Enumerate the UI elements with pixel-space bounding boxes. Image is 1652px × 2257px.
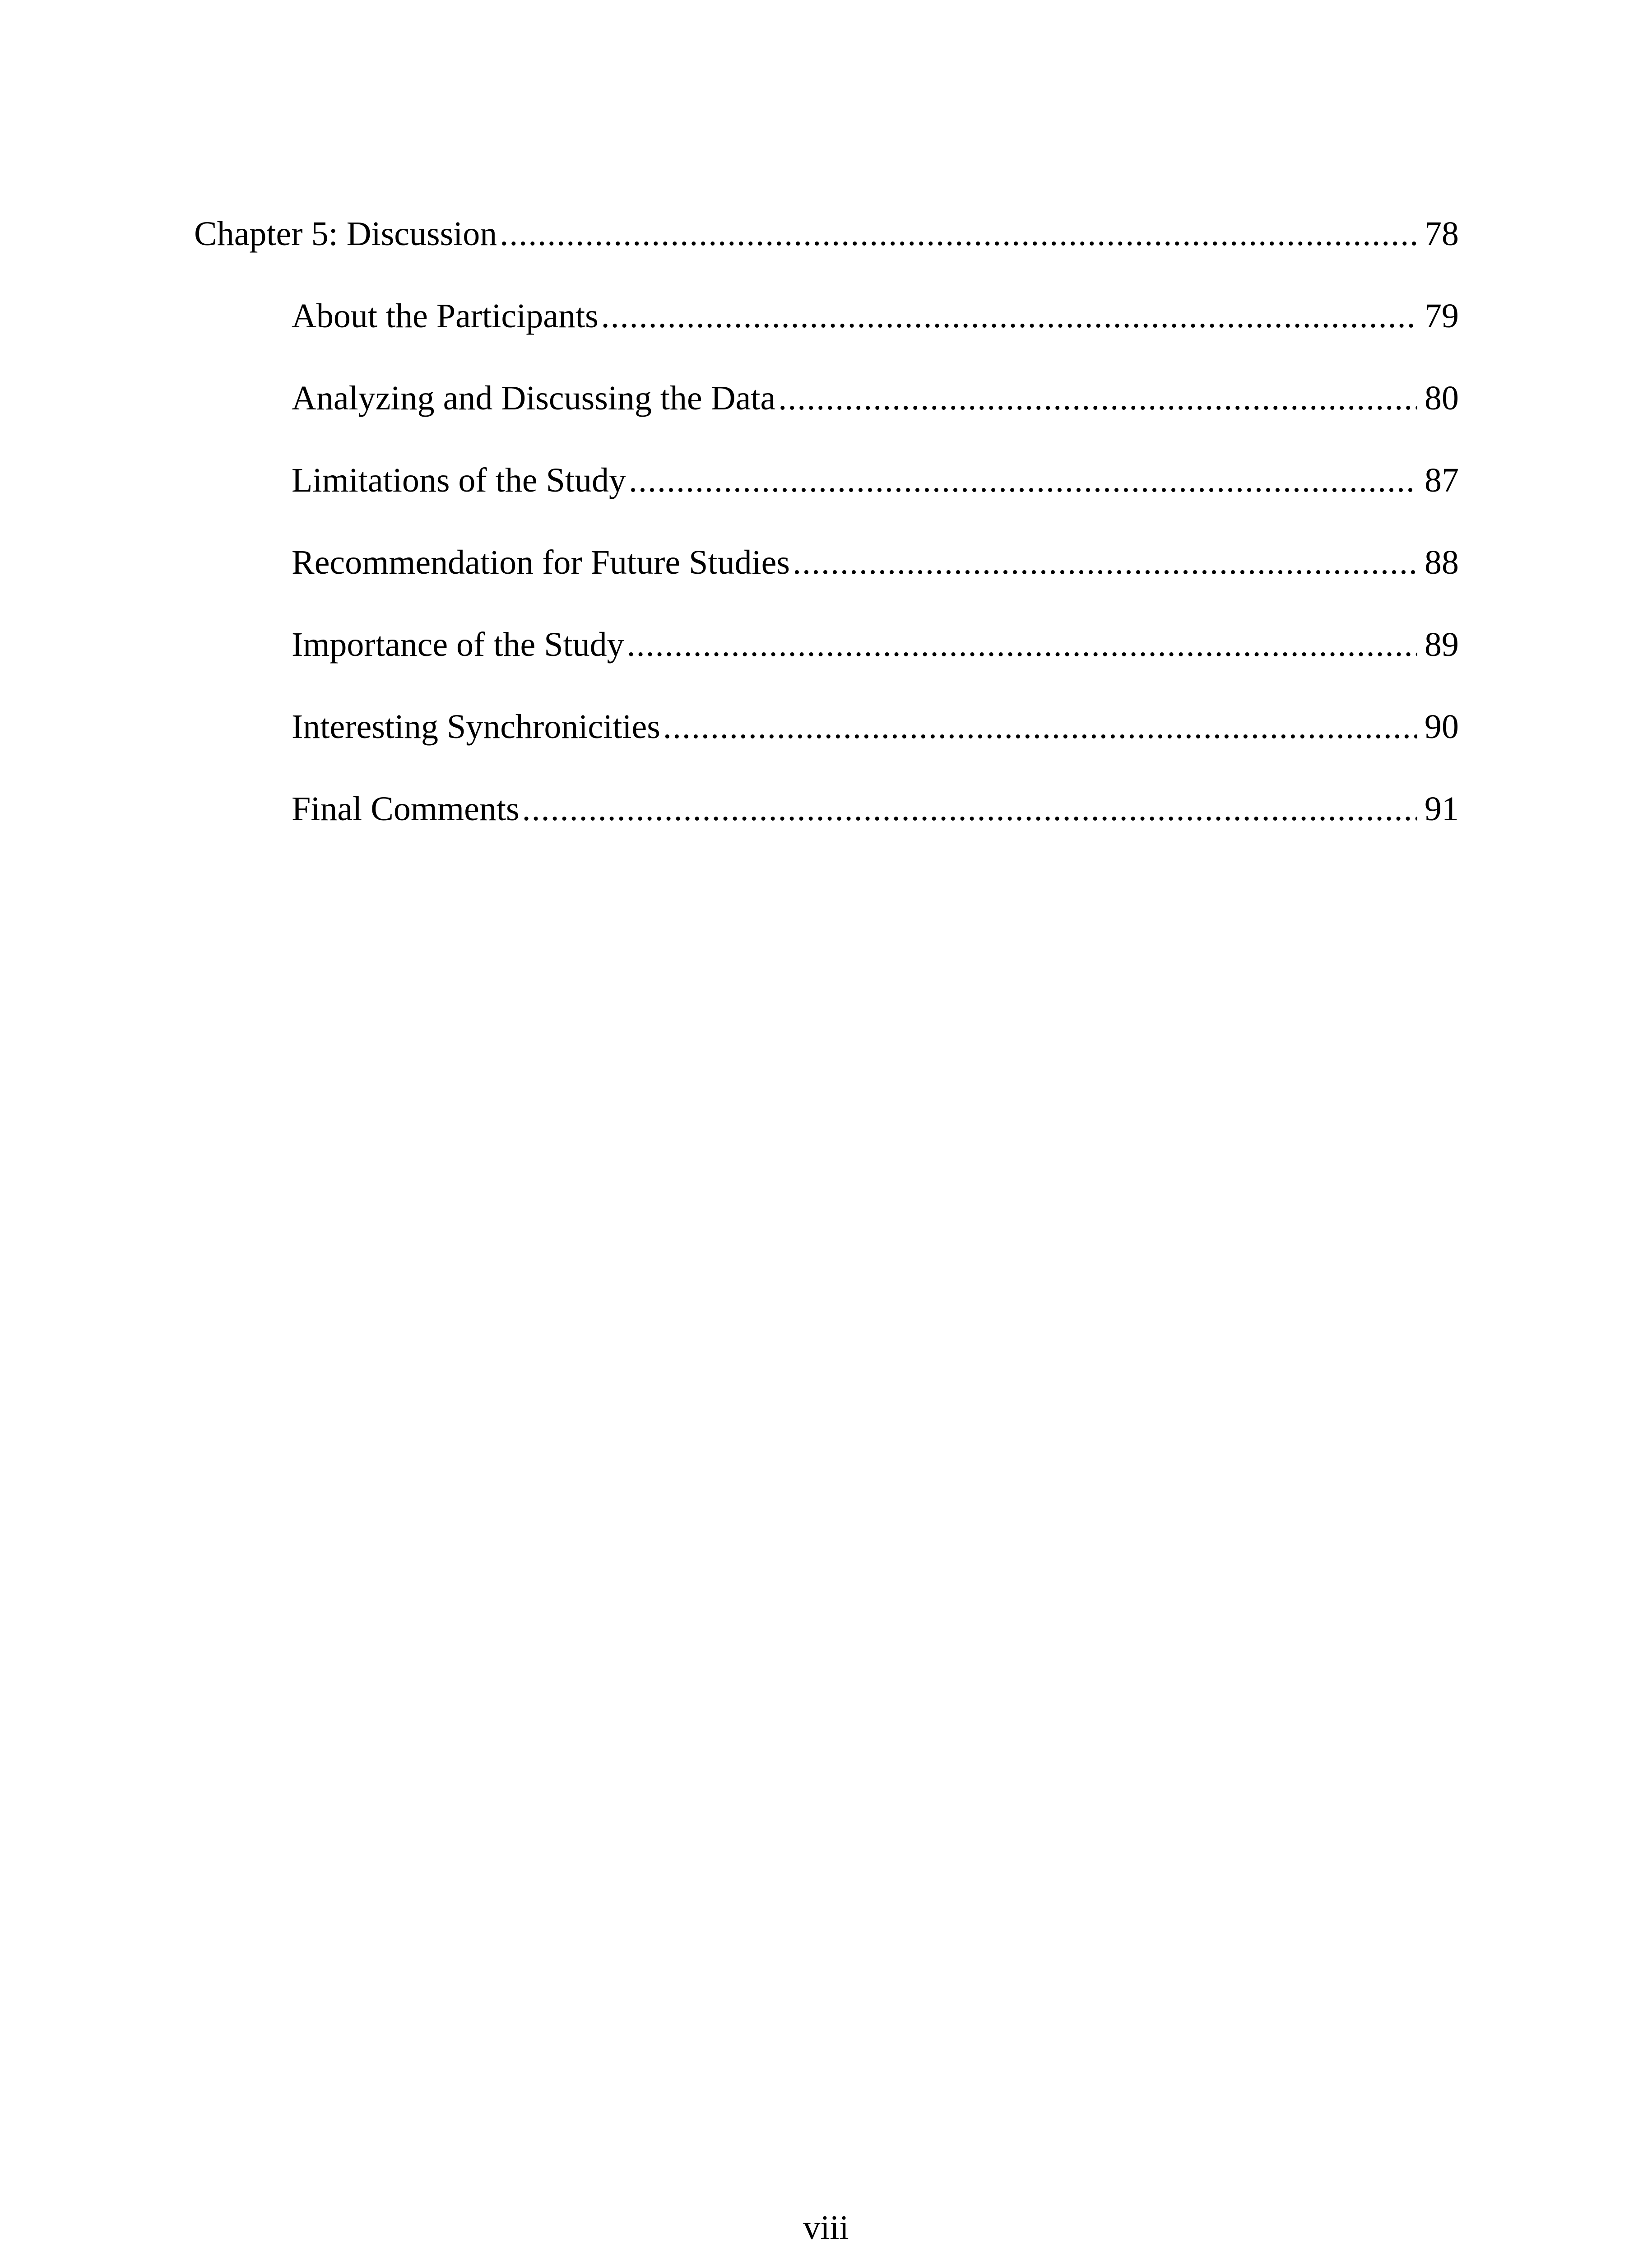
- toc-entry-title: About the Participants: [292, 297, 599, 335]
- toc-entry-page: 87: [1425, 461, 1459, 499]
- toc-entry-title: Interesting Synchronicities: [292, 708, 660, 746]
- toc-entry-title: Analyzing and Discussing the Data: [292, 379, 776, 417]
- toc-entry-page: 89: [1425, 626, 1459, 664]
- toc-entry-page: 80: [1425, 379, 1459, 417]
- page-number: viii: [803, 2209, 849, 2247]
- toc-entry-limitations-of-the-study: [292, 455, 1459, 505]
- toc-entry-title: Chapter 5: Discussion: [194, 215, 497, 253]
- dot-leader: [500, 209, 1417, 259]
- toc-entry-importance-of-the-study: [292, 620, 1459, 669]
- dot-leader: [663, 702, 1417, 752]
- dot-leader: [778, 373, 1417, 423]
- toc-entry-about-the-participants: [292, 291, 1459, 341]
- toc-entry-page: 90: [1425, 708, 1459, 746]
- dot-leader: [629, 455, 1417, 505]
- toc-entry-title: Importance of the Study: [292, 626, 624, 664]
- toc-entry-analyzing-and-discussing-the-data: [292, 373, 1459, 423]
- toc-entry-page: 88: [1425, 543, 1459, 581]
- toc-entry-final-comments: [292, 784, 1459, 834]
- toc-entry-title: Final Comments: [292, 790, 520, 828]
- toc-entry-page: 91: [1425, 790, 1459, 828]
- toc-entry-title: Limitations of the Study: [292, 461, 626, 499]
- toc-entry-page: 78: [1425, 215, 1459, 253]
- toc-entry-title: Recommendation for Future Studies: [292, 543, 790, 581]
- toc-entry-page: 79: [1425, 297, 1459, 335]
- toc-entry-recommendation-for-future-studies: [292, 538, 1459, 587]
- dot-leader: [601, 291, 1417, 341]
- dot-leader: [793, 538, 1417, 587]
- dot-leader: [627, 620, 1417, 669]
- toc-entry-interesting-synchronicities: [292, 702, 1459, 752]
- toc-entry-chapter-5-discussion: [194, 209, 1459, 259]
- dot-leader: [522, 784, 1417, 834]
